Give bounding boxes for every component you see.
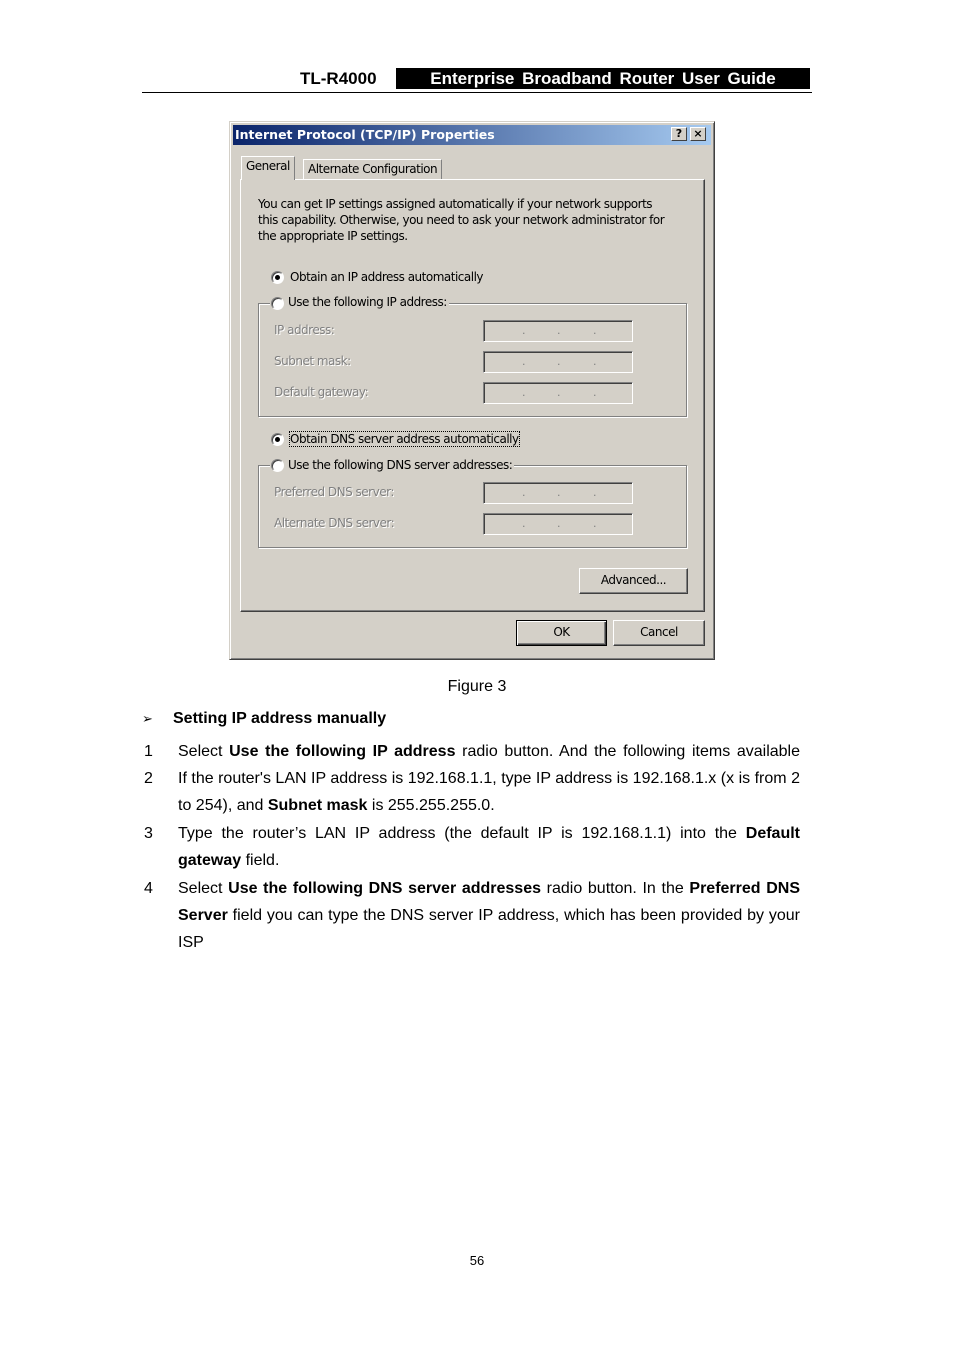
step-number: 2 [144,770,153,787]
ip-dot: . [557,517,560,530]
ip-dot: . [522,517,525,530]
alternate-dns-field[interactable] [483,513,633,535]
obtain-dns-auto-radio[interactable] [271,433,284,446]
close-button[interactable] [690,127,706,141]
header-rule [142,92,812,93]
help-icon: ? [675,127,683,140]
ip-dot: . [557,355,560,368]
use-dns-label[interactable]: Use the following DNS server addresses: [288,458,513,472]
step-text-run: field. [241,852,280,869]
preferred-dns-label: Preferred DNS server: [274,485,394,499]
step-text-run: radio button. In the [541,880,690,897]
default-gateway-field[interactable] [483,382,633,404]
ok-button[interactable]: OK [516,620,607,646]
use-ip-label[interactable]: Use the following IP address: [288,295,447,309]
dialog-title: Internet Protocol (TCP/IP) Properties [235,127,495,142]
step-text-run: Select [178,880,229,897]
step-text [178,765,800,819]
step-text [178,738,800,765]
ip-dot: . [593,517,596,530]
advanced-button[interactable]: Advanced... [579,568,688,594]
page-number: 56 [469,1253,485,1268]
radio-selected-dot [275,437,280,442]
step-number: 3 [144,825,153,842]
step-item [142,875,800,956]
step-text-run: field you can type the DNS server IP address, which has been provided by your ISP [178,907,800,951]
tab-general-label: General [246,159,290,173]
alternate-dns-label: Alternate DNS server: [274,516,395,530]
cancel-button[interactable]: Cancel [613,620,705,646]
step-bold-term: Use the following IP address [229,743,456,760]
tab-alternate-label: Alternate Configuration [308,162,438,176]
ip-dot: . [557,324,560,337]
step-number: 1 [144,743,153,760]
step-item [142,738,800,765]
tcpip-properties-dialog [229,121,715,660]
tab-general[interactable] [241,156,295,180]
ip-dot: . [522,486,525,499]
step-item [142,820,800,874]
arrow-bullet-icon: ➢ [142,711,153,726]
obtain-dns-auto-label[interactable]: Obtain DNS server address automatically [290,432,519,446]
step-bold-term: Use the following DNS server addresses [228,880,541,897]
description-line: this capability. Otherwise, you need to ask your network administrator for [258,213,665,227]
step-text-run: Select [178,743,230,760]
step-number: 4 [144,880,153,897]
static-dns-group [258,465,687,548]
header-title: Enterprise Broadband Router User Guide [396,68,810,89]
step-text-run: Type the router’s LAN IP address (the default IP is 192.168.1.1) into the [178,825,746,842]
ip-dot: . [593,355,596,368]
figure-caption: Figure 3 [447,678,507,695]
dialog-description [258,196,664,244]
step-bold-term: Subnet mask [267,797,368,814]
description-line: You can get IP settings assigned automatically if your network supports [258,197,653,211]
ip-dot: . [593,386,596,399]
section-title: Setting IP address manually [173,710,387,727]
default-gateway-label: Default gateway: [274,385,369,399]
use-static-dns-radio[interactable] [271,459,284,472]
subnet-mask-label: Subnet mask: [274,354,351,368]
help-button[interactable] [671,127,687,141]
tab-alternate-configuration[interactable] [303,159,442,180]
use-dns-group-label [270,458,514,472]
dialog-titlebar [233,125,711,145]
step-text-run: is 255.255.255.0. [367,797,495,814]
radio-selected-dot [275,275,280,280]
step-text [178,875,800,956]
step-bold-term: Preferred DNS Server [178,880,800,924]
step-text-run: If the router's LAN IP address is 192.168.1.1, type IP address is 192.168.1.x (x is from 2 to 254), and [178,770,800,814]
step-text-run: radio button. And the following items available [455,743,801,760]
ip-address-field[interactable] [483,320,633,342]
preferred-dns-field[interactable] [483,482,633,504]
obtain-ip-auto-label[interactable]: Obtain an IP address automatically [290,270,484,284]
ip-dot: . [522,324,525,337]
ip-dot: . [522,386,525,399]
page-header [142,68,812,90]
step-item [142,765,800,819]
subnet-mask-field[interactable] [483,351,633,373]
ip-dot: . [557,386,560,399]
header-model: TL-R4000 [300,69,377,88]
description-line: the appropriate IP settings. [258,229,408,243]
ip-dot: . [557,486,560,499]
use-static-ip-radio[interactable] [271,297,284,310]
step-text [178,820,800,874]
step-bold-term: Default gateway [178,825,800,869]
ip-dot: . [593,486,596,499]
use-ip-group-label [270,295,449,309]
obtain-ip-auto-radio[interactable] [271,271,284,284]
ip-dot: . [522,355,525,368]
ip-dot: . [593,324,596,337]
close-icon: × [693,127,703,140]
ip-address-label: IP address: [274,323,335,337]
